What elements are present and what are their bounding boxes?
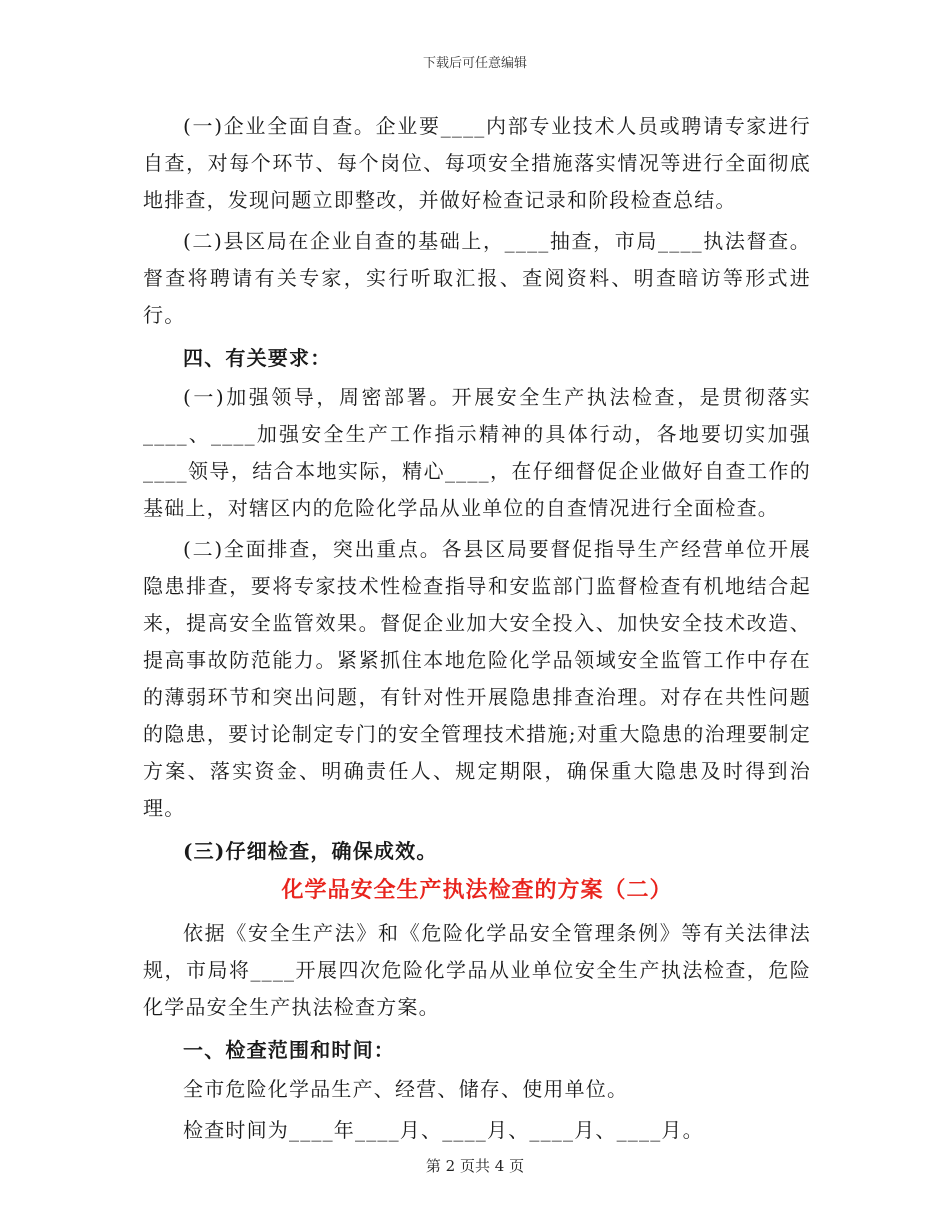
paragraph-careful-inspection: (三)仔细检查，确保成效。: [183, 839, 438, 863]
page-header: 下载后可任意编辑: [422, 56, 527, 71]
paragraph-thorough-check: (二)全面排查，突出重点。各县区局要督促指导生产经营单位开展隐患排查，要将专家技术性检查指导和安监部门监督检查有机地结合起来，提高安全监管效果。督促企业加大安全投入、加快安全技术改造、提高事故防范能力。紧紧抓住本地危险化学品领域安全监管工作中存在的薄弱环节和突出问题，有针对性开展隐患排查治理。对存在共性问题的隐患，要讨论制定专门的安全管理技术措施;对重大隐患的治理要制定方案、落实资金、明确责任人、规定期限，确保重大隐患及时得到治理。: [143, 537, 811, 820]
paragraph-scope: 全市危险化学品生产、经营、储存、使用单位。: [183, 1077, 629, 1101]
paragraph-legal-basis: 依据《安全生产法》和《危险化学品安全管理条例》等有关法律法规，市局将____开展四次危险化学品从业单位安全生产执法检查，危险化学品安全生产执法检查方案。: [143, 921, 811, 1019]
section-heading-requirements: 四、有关要求：: [183, 346, 332, 370]
page-footer: 第 2 页共 4 页: [425, 1157, 525, 1175]
paragraph-leadership: (一)加强领导，周密部署。开展安全生产执法检查，是贯彻落实____、____加强安全生产工作指示精神的具体行动，各地要切实加强____领导，结合本地实际，精心____，在仔细督促企业做好自查工作的基础上，对辖区内的危险化学品从业单位的自查情况进行全面检查。: [143, 385, 811, 520]
document-title-part-two: 化学品安全生产执法检查的方案（二）: [281, 878, 673, 903]
paragraph-county-inspection: (二)县区局在企业自查的基础上，____抽查，市局____执法督查。督查将聘请有关专家，实行听取汇报、查阅资料、明查暗访等形式进行。: [143, 229, 811, 327]
paragraph-self-inspection: (一)企业全面自查。企业要____内部专业技术人员或聘请专家进行自查，对每个环节、每个岗位、每项安全措施落实情况等进行全面彻底地排查，发现问题立即整改，并做好检查记录和阶段检查总结。: [143, 114, 811, 212]
section-heading-scope: 一、检查范围和时间：: [183, 1038, 395, 1062]
document-body: [143, 108, 811, 1149]
paragraph-schedule: 检查时间为____年____月、____月、____月、____月。: [183, 1118, 704, 1142]
